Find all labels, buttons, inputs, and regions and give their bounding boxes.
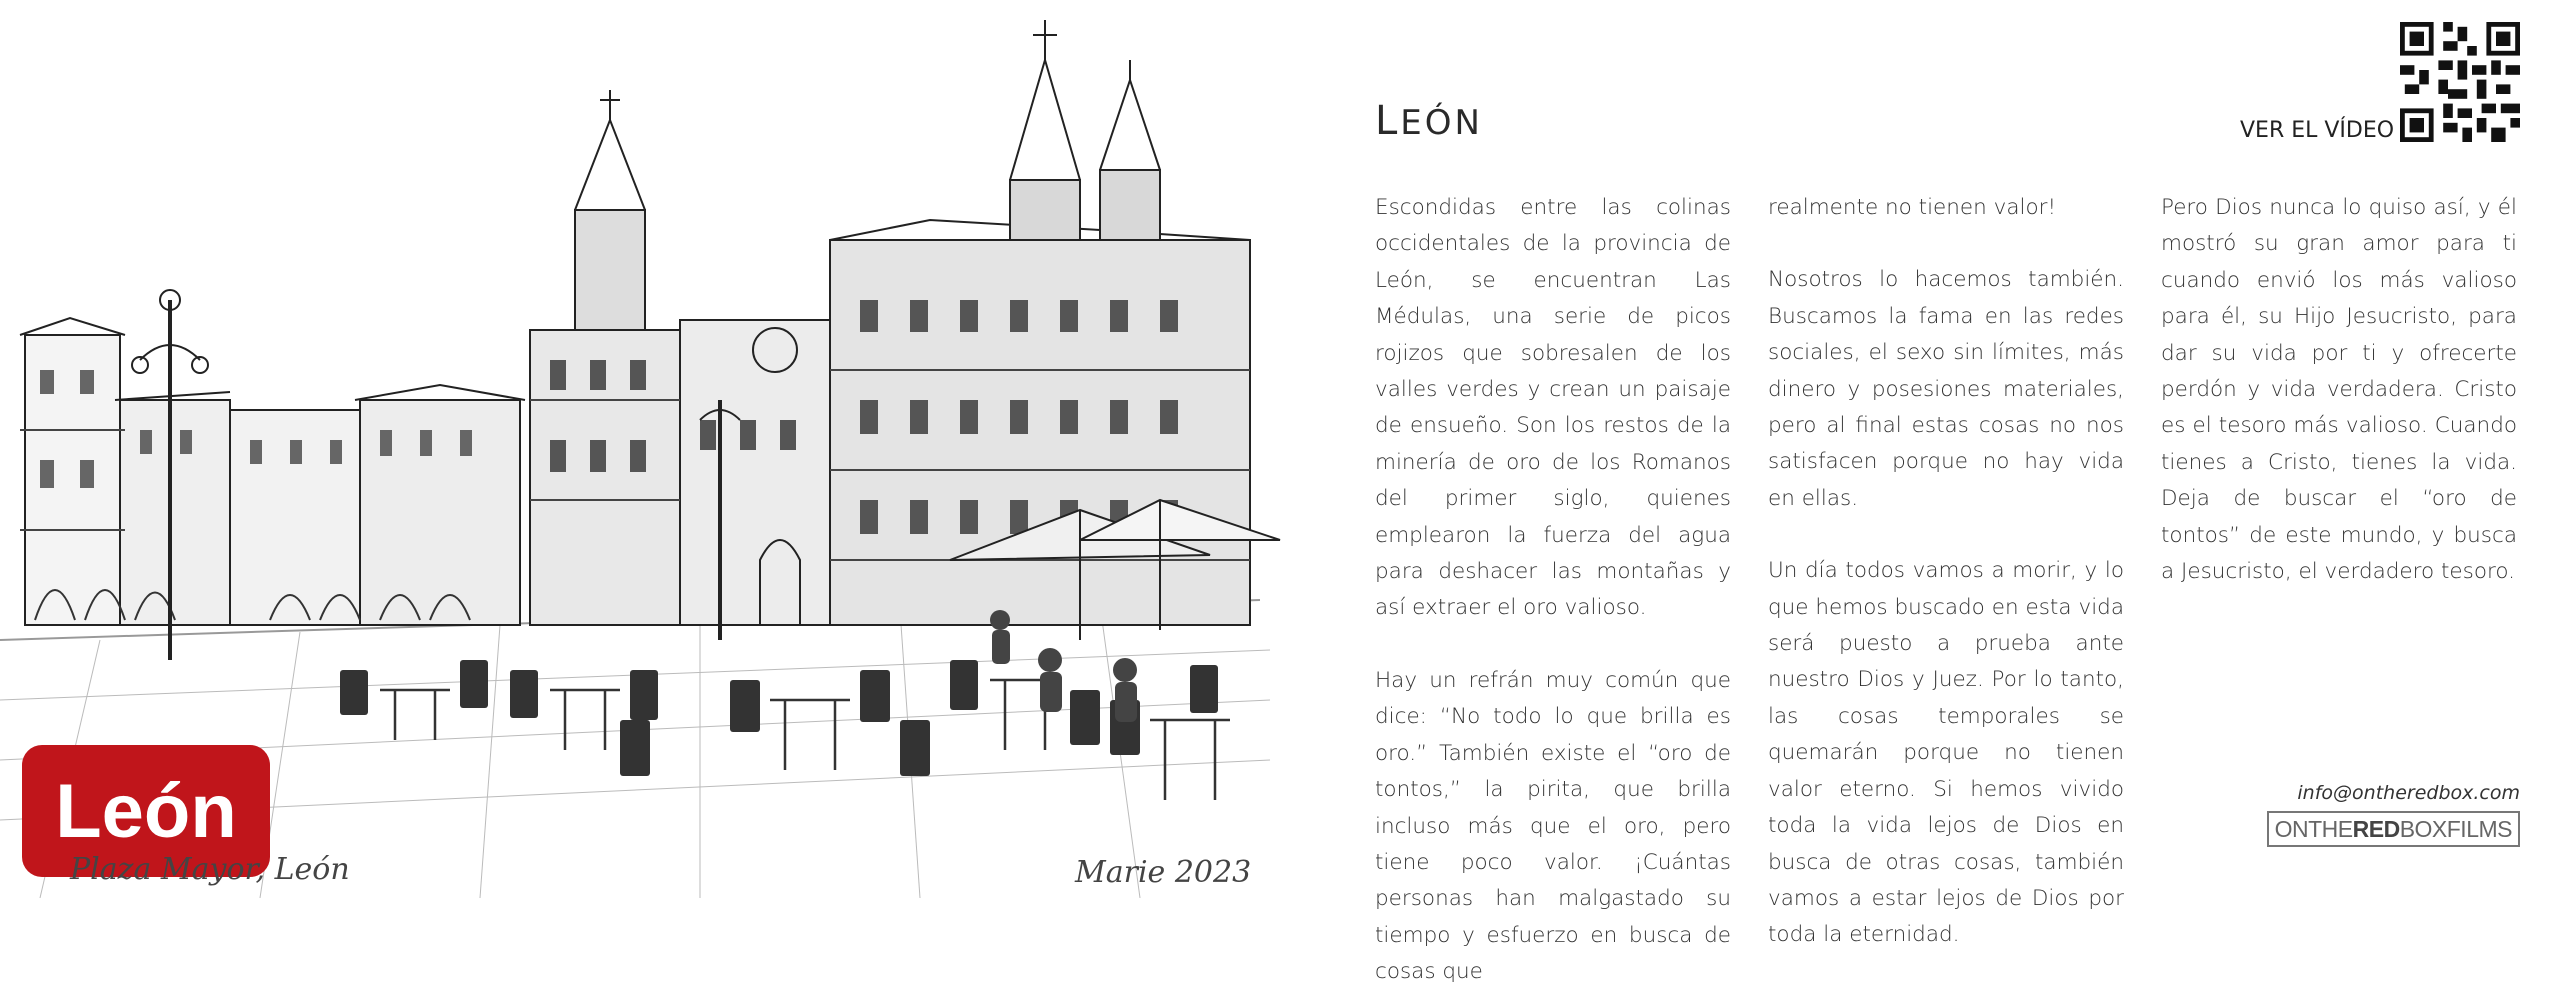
- paragraph: Un día todos vamos a morir, y lo que hemos buscado en esta vida será puesto a prueba ante nuestro Dios y Juez. Por lo tanto, las cosas temporales se quemarán porque no tienen valor eterno. Si hemos vivido toda la vida lejos de Dios en busca de otras cosas, también vamos a estar lejos de Dios por toda la eternidad.: [1768, 558, 2124, 948]
- illustration-panel: [0, 0, 1300, 898]
- video-link-label[interactable]: VER EL VÍDEO: [2240, 118, 2395, 143]
- paragraph: Hay un refrán muy común que dice: “No todo lo que brilla es oro.” También existe el “oro de tontos,” la pirita, que brilla incluso más que el oro, pero tiene poco valor. ¡Cuántas personas han malgastado su tiempo y esfuerzo en busca de cosas que: [1375, 667, 1731, 985]
- sketch-caption: Plaza Mayor, León: [70, 852, 350, 887]
- paragraph: Nosotros lo hacemos también. Buscamos la fama en las redes sociales, el sexo sin límites, más dinero y posesiones materiales, pero al final estas cosas no nos satisfacen porque no hay vida en ellas.: [1768, 267, 2124, 511]
- paragraph: Pero Dios nunca lo quiso así, y él mostró su gran amor para ti cuando envió los más valioso para él, su Hijo Jesucristo, para dar su vida por ti y ofrecerte perdón y vida verdadera. Cristo es el tesoro más valioso. Cuando tienes a Cristo, tienes la vida. Deja de buscar el “oro de tontos” de este mundo, y busca a Jesucristo, el verdadero tesoro.: [2161, 195, 2517, 585]
- paragraph: realmente no tienen valor!: [1768, 195, 2057, 220]
- qr-code-icon[interactable]: [2400, 20, 2520, 144]
- paragraph: Escondidas entre las colinas occidentales de la provincia de León, se encuentran Las Médulas, una serie de picos rojizos que sobresalen de los valles verdes y crean un paisaje de ensueño. Son los restos de la minería de oro de los Romanos del primer siglo, quienes emplearon la fuerza del agua para deshacer las montañas y así extraer el oro valioso.: [1375, 195, 1731, 621]
- title-initial: L: [1375, 98, 1401, 144]
- page-title: [1375, 98, 1483, 144]
- brand-logo: [2267, 811, 2520, 847]
- artist-signature: Marie 2023: [1075, 855, 1252, 890]
- text-panel: [1300, 0, 2560, 985]
- text-column-1: [1375, 190, 1731, 991]
- title-rest: EÓN: [1400, 103, 1483, 143]
- city-name-badge: León: [22, 745, 270, 877]
- contact-email[interactable]: info@ontheredbox.com: [2297, 782, 2520, 804]
- brand-logo-part: BOXFILMS: [2399, 816, 2512, 842]
- brand-logo-part: ONTHE: [2274, 816, 2353, 842]
- text-column-2: [1768, 190, 2124, 954]
- text-column-3: [2161, 190, 2517, 590]
- brand-logo-part: RED: [2352, 816, 2400, 842]
